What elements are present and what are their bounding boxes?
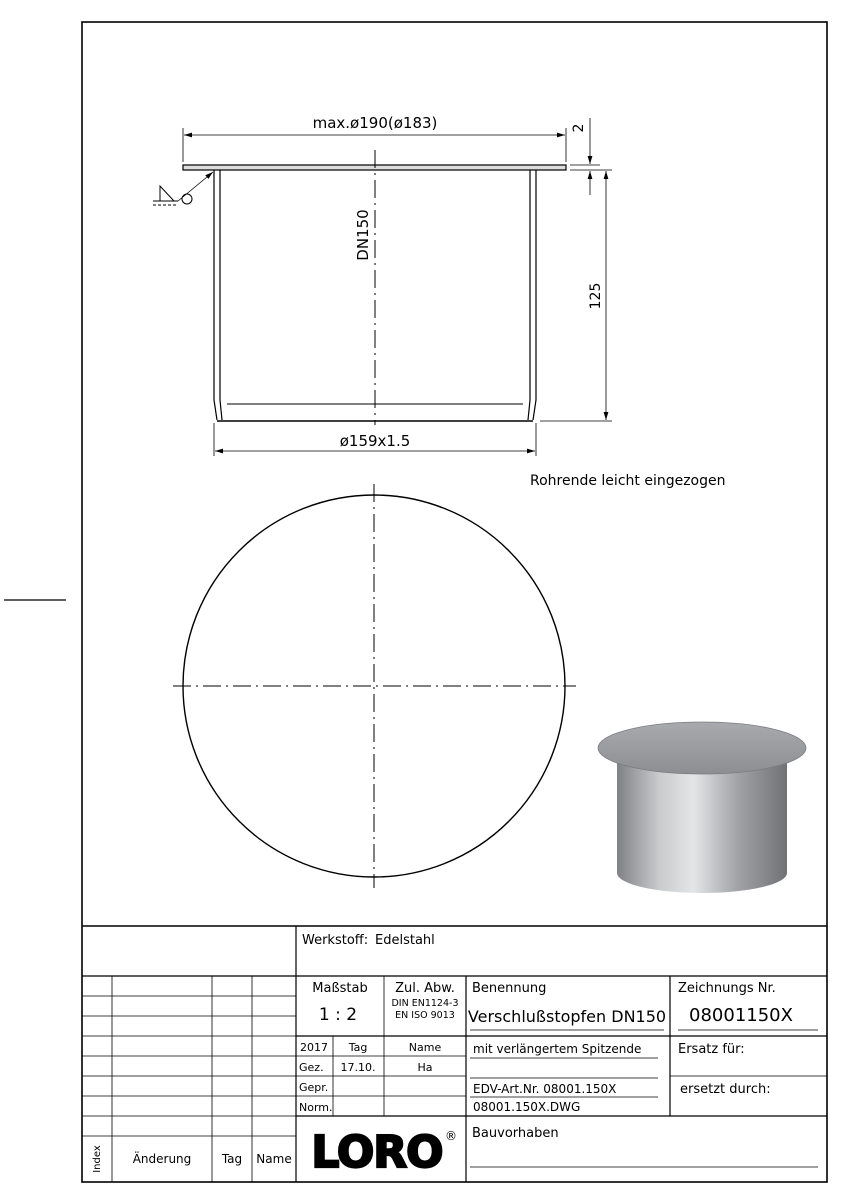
checked-label: Gepr.: [299, 1081, 329, 1094]
rev-name-label: Name: [256, 1152, 292, 1166]
tolerance-label: Zul. Abw.: [395, 981, 455, 996]
material-value: Edelstahl: [375, 933, 435, 948]
name-line2: mit verlängertem Spitzende: [473, 1042, 642, 1056]
day-label: Tag: [348, 1041, 368, 1054]
dim-nominal-text: DN150: [354, 209, 372, 261]
project-label: Bauvorhaben: [472, 1126, 559, 1141]
pipe-right-wall: [528, 170, 536, 420]
drawing-no-value: 08001150X: [689, 1005, 793, 1026]
dim-thk-text: 2: [571, 123, 587, 133]
side-view: [153, 114, 726, 489]
article-no: EDV-Art.Nr. 08001.150X: [473, 1082, 617, 1096]
norm-label: Norm.: [299, 1101, 333, 1114]
dim-top-text: max.ø190(ø183): [312, 114, 438, 132]
rev-index-label: Index: [92, 1145, 103, 1173]
file-name: 08001.150X.DWG: [473, 1100, 581, 1114]
pipe-left-wall: [214, 170, 222, 420]
scale-value: 1 : 2: [318, 1005, 358, 1025]
rev-day-label: Tag: [221, 1152, 243, 1166]
note-text: Rohrende leicht eingezogen: [530, 473, 726, 489]
dim-bot-text: ø159x1.5: [339, 432, 411, 450]
rev-change-label: Änderung: [132, 1152, 192, 1166]
dim-height-text: 125: [588, 282, 604, 310]
material-label: Werkstoff:: [302, 933, 369, 948]
drawn-date: 17.10.: [340, 1061, 376, 1074]
tolerance-line2: EN ISO 9013: [395, 1010, 455, 1021]
product-3d-image: [598, 722, 806, 893]
name-label: Benennung: [472, 981, 547, 996]
tolerance-line1: DIN EN1124-3: [391, 998, 459, 1009]
replaced-by-label: ersetzt durch:: [680, 1082, 771, 1097]
logo-mark: ®: [445, 1129, 457, 1143]
year-value: 2017: [300, 1041, 328, 1054]
person-label: Name: [408, 1041, 442, 1054]
replaces-label: Ersatz für:: [678, 1042, 745, 1057]
weld-symbol-icon: [153, 172, 213, 205]
scale-label: Maßstab: [312, 981, 368, 996]
top-view: [173, 484, 576, 888]
title-block: [82, 926, 827, 1182]
drawn-label: Gez.: [299, 1061, 324, 1074]
logo-text: LORO: [311, 1127, 443, 1178]
drawn-name: Ha: [417, 1061, 433, 1074]
name-value: Verschlußstopfen DN150: [467, 1007, 667, 1026]
loro-logo: [311, 1127, 457, 1178]
drawing-no-label: Zeichnungs Nr.: [678, 981, 776, 996]
